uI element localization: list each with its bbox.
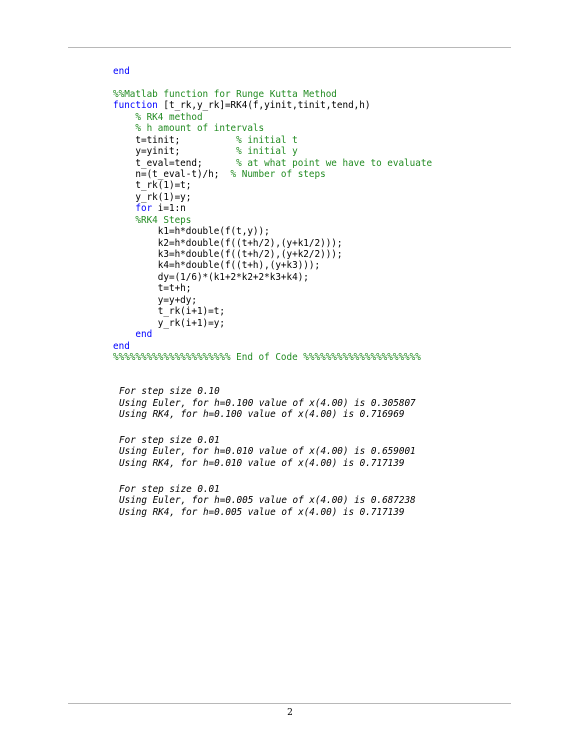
- output-line: For step size 0.01: [119, 483, 220, 495]
- code-text: k1=h*double(f(t,y));: [113, 226, 270, 238]
- code-text: [113, 203, 135, 214]
- code-line: [113, 341, 432, 352]
- code-line: [113, 272, 432, 283]
- code-text: t=tinit;: [113, 134, 237, 146]
- code-line: [113, 238, 432, 249]
- code-line: [113, 66, 432, 77]
- code-text: [113, 123, 135, 134]
- code-line: [113, 192, 432, 203]
- code-text: t=t+h;: [113, 283, 192, 295]
- code-keyword: end: [113, 340, 130, 352]
- code-line: [113, 249, 432, 260]
- code-line: [113, 260, 432, 271]
- code-text: y_rk(1)=y;: [113, 191, 192, 203]
- output-block: [119, 484, 416, 519]
- code-line: [113, 318, 432, 329]
- code-text: i=1:n: [152, 203, 186, 215]
- code-text: t_eval=tend;: [113, 157, 237, 169]
- code-line: [113, 203, 432, 214]
- code-line: [113, 180, 432, 191]
- code-line: [113, 158, 432, 169]
- code-line: [113, 226, 432, 237]
- output-line: Using RK4, for h=0.100 value of x(4.00) is 0.716969: [119, 409, 405, 421]
- code-comment: % Number of steps: [230, 168, 326, 180]
- output-line: Using RK4, for h=0.005 value of x(4.00) is 0.717139: [119, 506, 405, 518]
- code-text: t_rk(i+1)=t;: [113, 306, 225, 318]
- code-line: [113, 100, 432, 111]
- code-text: y=yinit;: [113, 146, 237, 158]
- code-text: y=y+dy;: [113, 294, 197, 306]
- code-keyword: function: [113, 100, 158, 112]
- code-text: [113, 112, 135, 123]
- code-comment: % initial y: [236, 146, 298, 158]
- output-line: For step size 0.10: [119, 386, 220, 397]
- code-line: [113, 295, 432, 306]
- code-text: dy=(1/6)*(k1+2*k2+2*k3+k4);: [113, 271, 309, 283]
- code-text: [113, 329, 135, 340]
- code-keyword: end: [135, 329, 153, 341]
- code-line: [113, 169, 432, 180]
- page-number: 2: [287, 708, 293, 718]
- output-line: Using Euler, for h=0.005 value of x(4.00) is 0.687238: [119, 495, 416, 507]
- code-text: [t_rk,y_rk]=RK4(f,yinit,tinit,tend,h): [157, 100, 371, 112]
- matlab-code-listing: [113, 66, 432, 363]
- code-keyword: end: [113, 66, 130, 77]
- code-line: [113, 329, 432, 340]
- code-line: [113, 352, 432, 363]
- code-line: [113, 112, 432, 123]
- output-block: [119, 435, 416, 470]
- code-line: [113, 306, 432, 317]
- code-line: [113, 215, 432, 226]
- code-line: [113, 123, 432, 134]
- output-block: [119, 386, 416, 421]
- output-line: Using Euler, for h=0.100 value of x(4.00) is 0.305807: [119, 397, 416, 409]
- code-text: t_rk(1)=t;: [113, 180, 192, 192]
- code-text: n=(t_eval-t)/h;: [113, 168, 231, 180]
- code-text: [113, 215, 135, 226]
- code-comment: % RK4 method: [135, 111, 203, 123]
- code-text: k4=h*double(f((t+h),(y+k3)));: [113, 260, 321, 272]
- code-text: y_rk(i+1)=y;: [113, 317, 225, 329]
- footer-rule: [68, 703, 511, 704]
- code-line: [113, 146, 432, 157]
- code-keyword: for: [135, 203, 153, 215]
- code-line: [113, 89, 432, 100]
- output-line: For step size 0.01: [119, 434, 220, 446]
- code-line: [113, 283, 432, 294]
- code-comment: %%Matlab function for Runge Kutta Method: [113, 88, 337, 100]
- program-output: [119, 386, 416, 532]
- code-line: [113, 135, 432, 146]
- header-rule: [68, 47, 511, 48]
- code-comment: % at what point we have to evaluate: [236, 157, 433, 169]
- code-comment: %%%%%%%%%%%%%%%%%%%%% End of Code %%%%%%%%%%%%%%%%%%%%%: [113, 351, 421, 363]
- output-line: Using Euler, for h=0.010 value of x(4.00) is 0.659001: [119, 446, 416, 458]
- code-text: k3=h*double(f((t+h/2),(y+k2/2)));: [113, 249, 343, 260]
- code-line: [113, 77, 432, 88]
- code-comment: %RK4 Steps: [135, 214, 192, 226]
- code-comment: % h amount of intervals: [135, 123, 265, 135]
- code-comment: % initial t: [236, 134, 298, 146]
- output-line: Using RK4, for h=0.010 value of x(4.00) is 0.717139: [119, 457, 405, 469]
- code-text: k2=h*double(f((t+h/2),(y+k1/2)));: [113, 237, 343, 249]
